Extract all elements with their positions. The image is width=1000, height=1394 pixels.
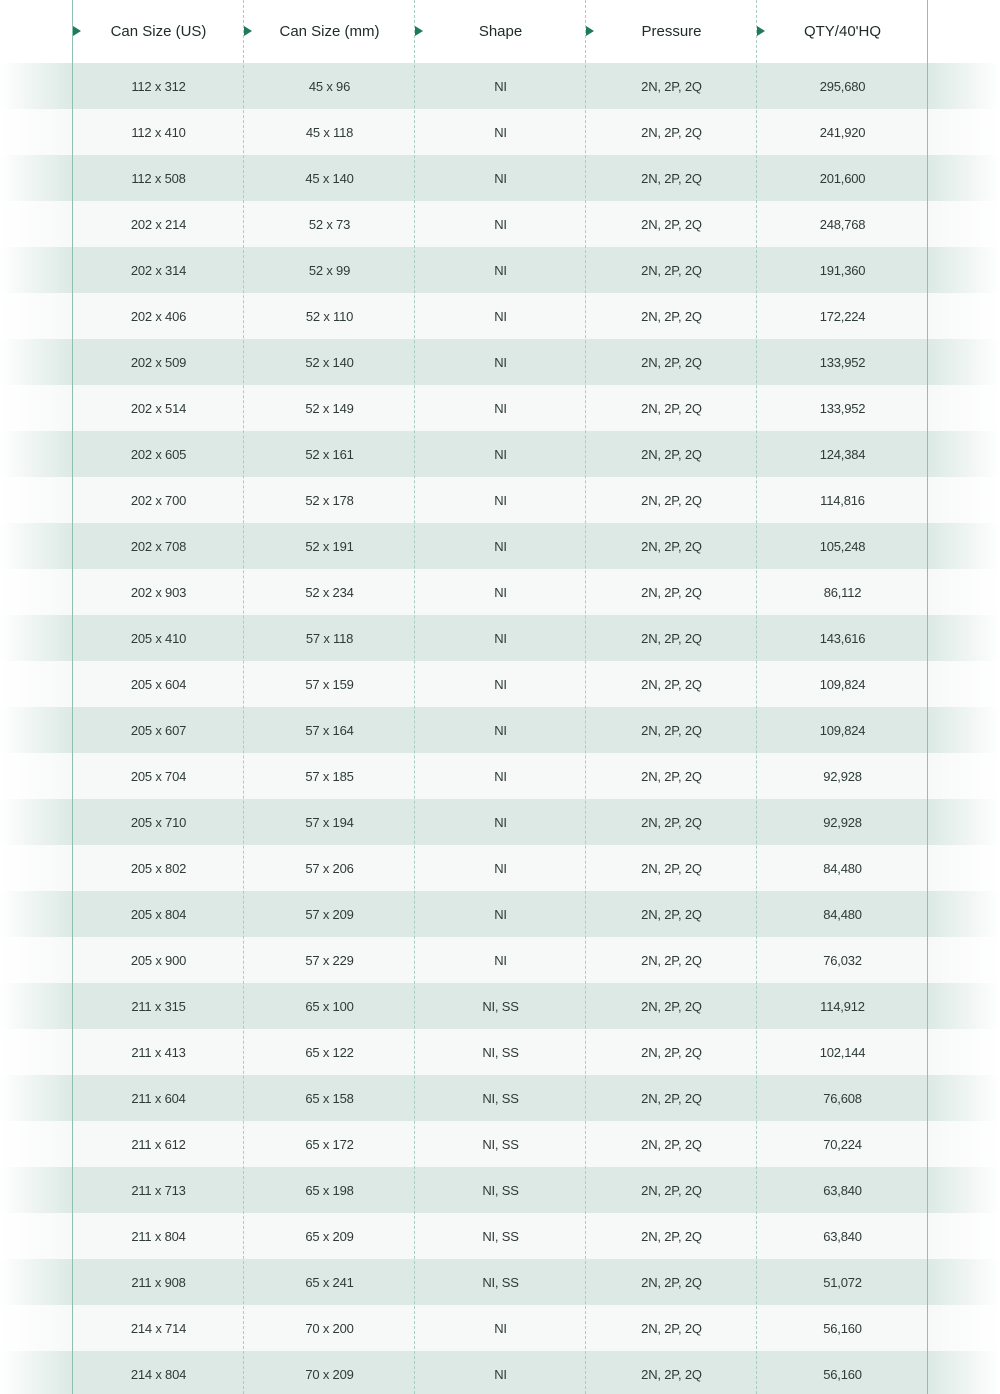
cell-shape: NI, SS	[482, 1136, 519, 1152]
cell-can-size-mm: 52 x 234	[305, 584, 354, 600]
column-header-qty-40hq: QTY/40'HQ	[803, 23, 882, 40]
column-divider	[927, 0, 928, 1394]
cell-can-size-us: 211 x 804	[131, 1228, 186, 1244]
cell-qty-40hq: 109,824	[819, 722, 866, 738]
cell-qty-40hq: 143,616	[819, 630, 866, 646]
cell-shape: NI	[494, 262, 507, 278]
cell-can-size-us: 205 x 804	[130, 906, 187, 922]
cell-can-size-us: 205 x 802	[130, 860, 187, 876]
table-row	[0, 1121, 1000, 1167]
column-header-can-size-us: Can Size (US)	[110, 23, 207, 40]
cell-pressure: 2N, 2P, 2Q	[641, 1044, 702, 1060]
cell-shape: NI	[494, 722, 507, 738]
cell-can-size-mm: 65 x 122	[305, 1044, 354, 1060]
cell-qty-40hq: 56,160	[823, 1366, 862, 1382]
cell-qty-40hq: 92,928	[823, 814, 862, 830]
cell-can-size-us: 202 x 214	[130, 216, 187, 232]
cell-pressure: 2N, 2P, 2Q	[641, 860, 702, 876]
cell-can-size-mm: 57 x 185	[305, 768, 354, 784]
cell-pressure: 2N, 2P, 2Q	[641, 400, 702, 416]
table-row	[0, 661, 1000, 707]
table-row	[0, 1075, 1000, 1121]
table-row	[0, 753, 1000, 799]
cell-can-size-mm: 57 x 209	[305, 906, 354, 922]
cell-can-size-mm: 52 x 178	[305, 492, 354, 508]
cell-can-size-mm: 70 x 209	[305, 1366, 354, 1382]
cell-pressure: 2N, 2P, 2Q	[641, 1182, 702, 1198]
cell-can-size-mm: 65 x 209	[305, 1228, 354, 1244]
table-row	[0, 201, 1000, 247]
cell-can-size-mm: 57 x 159	[305, 676, 354, 692]
cell-can-size-us: 202 x 605	[130, 446, 187, 462]
table-row	[0, 1259, 1000, 1305]
cell-can-size-mm: 65 x 198	[305, 1182, 354, 1198]
cell-can-size-us: 205 x 704	[130, 768, 187, 784]
cell-shape: NI, SS	[482, 1228, 519, 1244]
cell-shape: NI	[494, 492, 507, 508]
cell-qty-40hq: 56,160	[823, 1320, 862, 1336]
cell-can-size-us: 112 x 410	[131, 124, 186, 140]
cell-shape: NI	[494, 630, 507, 646]
cell-pressure: 2N, 2P, 2Q	[641, 768, 702, 784]
cell-can-size-us: 211 x 713	[131, 1182, 186, 1198]
cell-shape: NI	[494, 446, 507, 462]
column-header-pressure: Pressure	[641, 23, 702, 40]
cell-pressure: 2N, 2P, 2Q	[641, 538, 702, 554]
cell-pressure: 2N, 2P, 2Q	[641, 906, 702, 922]
cell-shape: NI	[494, 906, 507, 922]
column-divider	[243, 0, 244, 1394]
table-row	[0, 247, 1000, 293]
cell-qty-40hq: 172,224	[819, 308, 866, 324]
cell-pressure: 2N, 2P, 2Q	[641, 78, 702, 94]
cell-shape: NI, SS	[482, 1090, 519, 1106]
table-row	[0, 1351, 1000, 1394]
cell-can-size-us: 205 x 607	[130, 722, 187, 738]
table-row	[0, 63, 1000, 109]
cell-pressure: 2N, 2P, 2Q	[641, 676, 702, 692]
cell-shape: NI	[494, 216, 507, 232]
cell-can-size-us: 211 x 315	[131, 998, 186, 1014]
cell-pressure: 2N, 2P, 2Q	[641, 1090, 702, 1106]
cell-can-size-us: 211 x 604	[131, 1090, 186, 1106]
cell-shape: NI	[494, 768, 507, 784]
table-row	[0, 983, 1000, 1029]
column-header-shape: Shape	[478, 23, 523, 40]
cell-pressure: 2N, 2P, 2Q	[641, 170, 702, 186]
cell-qty-40hq: 114,816	[820, 492, 865, 508]
cell-pressure: 2N, 2P, 2Q	[641, 354, 702, 370]
column-header-can-size-mm: Can Size (mm)	[279, 23, 380, 40]
cell-can-size-mm: 70 x 200	[305, 1320, 354, 1336]
column-divider	[756, 0, 757, 1394]
cell-qty-40hq: 92,928	[823, 768, 862, 784]
cell-pressure: 2N, 2P, 2Q	[641, 584, 702, 600]
cell-qty-40hq: 133,952	[819, 354, 866, 370]
cell-can-size-mm: 52 x 99	[308, 262, 351, 278]
cell-qty-40hq: 109,824	[819, 676, 866, 692]
cell-can-size-mm: 57 x 206	[305, 860, 354, 876]
cell-shape: NI	[494, 170, 507, 186]
table-row	[0, 891, 1000, 937]
cell-pressure: 2N, 2P, 2Q	[641, 1366, 702, 1382]
cell-can-size-mm: 57 x 164	[305, 722, 354, 738]
column-divider	[585, 0, 586, 1394]
cell-pressure: 2N, 2P, 2Q	[641, 1228, 702, 1244]
table-row	[0, 523, 1000, 569]
cell-qty-40hq: 63,840	[823, 1228, 862, 1244]
cell-qty-40hq: 76,608	[823, 1090, 862, 1106]
cell-can-size-us: 214 x 714	[130, 1320, 187, 1336]
cell-can-size-us: 202 x 708	[130, 538, 187, 554]
table-row	[0, 339, 1000, 385]
cell-pressure: 2N, 2P, 2Q	[641, 124, 702, 140]
cell-can-size-us: 202 x 406	[130, 308, 187, 324]
cell-shape: NI	[494, 354, 507, 370]
cell-can-size-us: 202 x 514	[130, 400, 187, 416]
table-row	[0, 615, 1000, 661]
cell-can-size-mm: 52 x 73	[308, 216, 351, 232]
cell-can-size-mm: 65 x 172	[305, 1136, 354, 1152]
cell-qty-40hq: 295,680	[819, 78, 866, 94]
table-row	[0, 109, 1000, 155]
cell-shape: NI	[494, 814, 507, 830]
cell-can-size-mm: 65 x 241	[305, 1274, 354, 1290]
table-row	[0, 845, 1000, 891]
cell-pressure: 2N, 2P, 2Q	[641, 216, 702, 232]
cell-shape: NI	[494, 400, 507, 416]
cell-can-size-mm: 45 x 96	[308, 78, 351, 94]
table-row	[0, 1029, 1000, 1075]
cell-can-size-us: 112 x 508	[131, 170, 186, 186]
cell-shape: NI	[494, 952, 507, 968]
table-row	[0, 385, 1000, 431]
cell-can-size-us: 202 x 700	[130, 492, 187, 508]
table-row	[0, 1305, 1000, 1351]
cell-can-size-mm: 65 x 158	[305, 1090, 354, 1106]
cell-qty-40hq: 70,224	[823, 1136, 862, 1152]
cell-shape: NI	[494, 124, 507, 140]
cell-can-size-us: 205 x 410	[130, 630, 187, 646]
cell-can-size-us: 202 x 903	[130, 584, 187, 600]
table-row	[0, 799, 1000, 845]
column-divider	[72, 0, 73, 1394]
table-header	[0, 0, 1000, 63]
cell-shape: NI	[494, 676, 507, 692]
table-row	[0, 155, 1000, 201]
cell-qty-40hq: 76,032	[823, 952, 862, 968]
table-row	[0, 707, 1000, 753]
cell-shape: NI, SS	[482, 1182, 519, 1198]
cell-can-size-mm: 57 x 118	[305, 630, 354, 646]
table-row	[0, 937, 1000, 983]
cell-qty-40hq: 248,768	[819, 216, 866, 232]
table-row	[0, 431, 1000, 477]
table-row	[0, 293, 1000, 339]
cell-qty-40hq: 241,920	[819, 124, 866, 140]
cell-pressure: 2N, 2P, 2Q	[641, 1274, 702, 1290]
cell-can-size-mm: 52 x 161	[305, 446, 354, 462]
cell-qty-40hq: 201,600	[819, 170, 866, 186]
cell-shape: NI, SS	[482, 1274, 519, 1290]
table-row	[0, 477, 1000, 523]
cell-pressure: 2N, 2P, 2Q	[641, 1136, 702, 1152]
cell-qty-40hq: 114,912	[820, 998, 865, 1014]
table-row	[0, 1167, 1000, 1213]
cell-pressure: 2N, 2P, 2Q	[641, 998, 702, 1014]
cell-can-size-mm: 45 x 118	[305, 124, 354, 140]
cell-shape: NI	[494, 860, 507, 876]
cell-qty-40hq: 86,112	[823, 584, 862, 600]
cell-pressure: 2N, 2P, 2Q	[641, 952, 702, 968]
cell-can-size-us: 205 x 900	[130, 952, 187, 968]
column-divider	[414, 0, 415, 1394]
cell-qty-40hq: 124,384	[819, 446, 866, 462]
cell-qty-40hq: 102,144	[819, 1044, 866, 1060]
cell-can-size-mm: 52 x 191	[305, 538, 354, 554]
cell-qty-40hq: 191,360	[819, 262, 866, 278]
cell-can-size-mm: 57 x 229	[305, 952, 354, 968]
cell-can-size-mm: 45 x 140	[305, 170, 354, 186]
cell-shape: NI	[494, 78, 507, 94]
cell-pressure: 2N, 2P, 2Q	[641, 262, 702, 278]
cell-shape: NI	[494, 584, 507, 600]
cell-can-size-us: 205 x 710	[130, 814, 187, 830]
cell-pressure: 2N, 2P, 2Q	[641, 630, 702, 646]
cell-pressure: 2N, 2P, 2Q	[641, 722, 702, 738]
cell-can-size-mm: 57 x 194	[305, 814, 354, 830]
cell-pressure: 2N, 2P, 2Q	[641, 814, 702, 830]
cell-can-size-mm: 52 x 149	[305, 400, 354, 416]
table-row	[0, 569, 1000, 615]
cell-pressure: 2N, 2P, 2Q	[641, 1320, 702, 1336]
cell-can-size-mm: 52 x 110	[305, 308, 354, 324]
cell-can-size-mm: 65 x 100	[305, 998, 354, 1014]
cell-shape: NI	[494, 1320, 507, 1336]
cell-can-size-us: 205 x 604	[130, 676, 187, 692]
cell-qty-40hq: 84,480	[823, 860, 862, 876]
cell-shape: NI, SS	[482, 1044, 519, 1060]
cell-shape: NI, SS	[482, 998, 519, 1014]
cell-qty-40hq: 105,248	[819, 538, 866, 554]
cell-can-size-us: 214 x 804	[130, 1366, 187, 1382]
cell-can-size-us: 211 x 413	[131, 1044, 186, 1060]
cell-qty-40hq: 51,072	[823, 1274, 862, 1290]
cell-can-size-us: 112 x 312	[131, 78, 186, 94]
cell-shape: NI	[494, 1366, 507, 1382]
cell-can-size-us: 211 x 908	[131, 1274, 186, 1290]
cell-can-size-us: 211 x 612	[131, 1136, 186, 1152]
cell-pressure: 2N, 2P, 2Q	[641, 446, 702, 462]
cell-qty-40hq: 84,480	[823, 906, 862, 922]
cell-shape: NI	[494, 538, 507, 554]
cell-can-size-us: 202 x 509	[130, 354, 187, 370]
table-row	[0, 1213, 1000, 1259]
cell-shape: NI	[494, 308, 507, 324]
cell-pressure: 2N, 2P, 2Q	[641, 308, 702, 324]
cell-pressure: 2N, 2P, 2Q	[641, 492, 702, 508]
cell-can-size-mm: 52 x 140	[305, 354, 354, 370]
cell-qty-40hq: 63,840	[823, 1182, 862, 1198]
cell-qty-40hq: 133,952	[819, 400, 866, 416]
cell-can-size-us: 202 x 314	[130, 262, 187, 278]
